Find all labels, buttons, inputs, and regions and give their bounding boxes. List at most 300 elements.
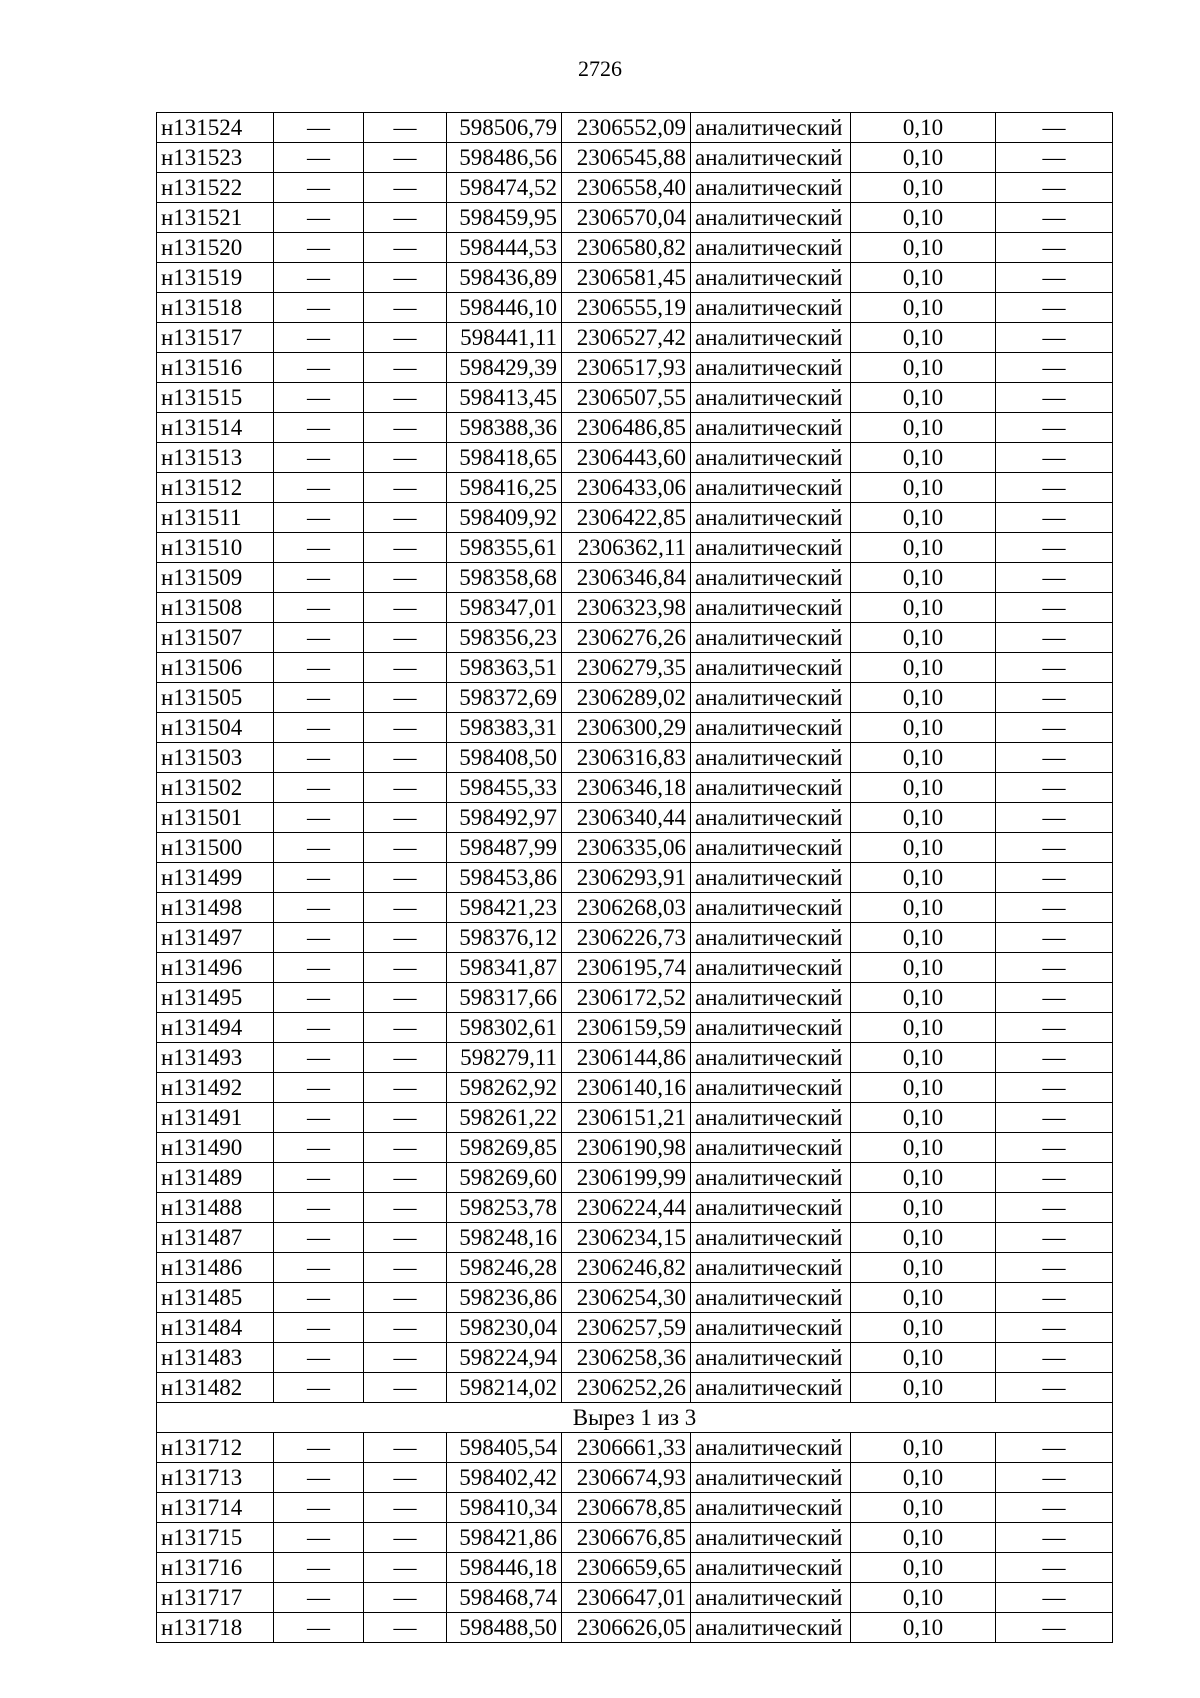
accuracy-cell: 0,10 (851, 1223, 996, 1253)
point-name-cell: н131492 (157, 1073, 274, 1103)
old-x-cell: — (274, 683, 364, 713)
method-cell: аналитический (691, 473, 851, 503)
method-cell: аналитический (691, 803, 851, 833)
method-cell: аналитический (691, 773, 851, 803)
method-cell: аналитический (691, 293, 851, 323)
point-name-cell: н131507 (157, 623, 274, 653)
old-x-cell: — (274, 443, 364, 473)
method-cell: аналитический (691, 1163, 851, 1193)
point-name-cell: н131485 (157, 1283, 274, 1313)
y-coordinate-cell: 2306661,33 (562, 1433, 691, 1463)
accuracy-cell: 0,10 (851, 1583, 996, 1613)
point-name-cell: н131715 (157, 1523, 274, 1553)
method-cell: аналитический (691, 1523, 851, 1553)
description-cell: — (996, 1193, 1113, 1223)
old-x-cell: — (274, 923, 364, 953)
method-cell: аналитический (691, 1583, 851, 1613)
method-cell: аналитический (691, 923, 851, 953)
accuracy-cell: 0,10 (851, 953, 996, 983)
old-y-cell: — (364, 623, 447, 653)
accuracy-cell: 0,10 (851, 1313, 996, 1343)
method-cell: аналитический (691, 983, 851, 1013)
method-cell: аналитический (691, 1463, 851, 1493)
y-coordinate-cell: 2306362,11 (562, 533, 691, 563)
x-coordinate-cell: 598372,69 (447, 683, 562, 713)
old-y-cell: — (364, 353, 447, 383)
x-coordinate-cell: 598474,52 (447, 173, 562, 203)
x-coordinate-cell: 598405,54 (447, 1433, 562, 1463)
x-coordinate-cell: 598487,99 (447, 833, 562, 863)
y-coordinate-cell: 2306517,93 (562, 353, 691, 383)
table-row (157, 803, 1113, 833)
y-coordinate-cell: 2306346,84 (562, 563, 691, 593)
point-name-cell: н131497 (157, 923, 274, 953)
y-coordinate-cell: 2306676,85 (562, 1523, 691, 1553)
y-coordinate-cell: 2306254,30 (562, 1283, 691, 1313)
y-coordinate-cell: 2306659,65 (562, 1553, 691, 1583)
x-coordinate-cell: 598253,78 (447, 1193, 562, 1223)
description-cell: — (996, 743, 1113, 773)
accuracy-cell: 0,10 (851, 743, 996, 773)
table-row (157, 173, 1113, 203)
accuracy-cell: 0,10 (851, 173, 996, 203)
old-y-cell: — (364, 443, 447, 473)
point-name-cell: н131517 (157, 323, 274, 353)
method-cell: аналитический (691, 1073, 851, 1103)
method-cell: аналитический (691, 443, 851, 473)
description-cell: — (996, 1373, 1113, 1403)
table-row (157, 413, 1113, 443)
y-coordinate-cell: 2306626,05 (562, 1613, 691, 1643)
y-coordinate-cell: 2306159,59 (562, 1013, 691, 1043)
y-coordinate-cell: 2306647,01 (562, 1583, 691, 1613)
description-cell: — (996, 113, 1113, 143)
accuracy-cell: 0,10 (851, 1553, 996, 1583)
description-cell: — (996, 1493, 1113, 1523)
y-coordinate-cell: 2306323,98 (562, 593, 691, 623)
accuracy-cell: 0,10 (851, 533, 996, 563)
table-row (157, 563, 1113, 593)
section-row (157, 1403, 1113, 1433)
table-row (157, 113, 1113, 143)
accuracy-cell: 0,10 (851, 473, 996, 503)
x-coordinate-cell: 598455,33 (447, 773, 562, 803)
old-y-cell: — (364, 1313, 447, 1343)
old-y-cell: — (364, 743, 447, 773)
point-name-cell: н131495 (157, 983, 274, 1013)
old-y-cell: — (364, 173, 447, 203)
x-coordinate-cell: 598317,66 (447, 983, 562, 1013)
description-cell: — (996, 143, 1113, 173)
description-cell: — (996, 473, 1113, 503)
y-coordinate-cell: 2306199,99 (562, 1163, 691, 1193)
old-x-cell: — (274, 743, 364, 773)
old-y-cell: — (364, 413, 447, 443)
method-cell: аналитический (691, 563, 851, 593)
x-coordinate-cell: 598410,34 (447, 1493, 562, 1523)
old-y-cell: — (364, 1583, 447, 1613)
table-row (157, 653, 1113, 683)
old-y-cell: — (364, 1433, 447, 1463)
description-cell: — (996, 1163, 1113, 1193)
old-x-cell: — (274, 833, 364, 863)
old-y-cell: — (364, 203, 447, 233)
point-name-cell: н131519 (157, 263, 274, 293)
table-row (157, 1103, 1113, 1133)
x-coordinate-cell: 598383,31 (447, 713, 562, 743)
method-cell: аналитический (691, 383, 851, 413)
method-cell: аналитический (691, 113, 851, 143)
y-coordinate-cell: 2306190,98 (562, 1133, 691, 1163)
table-row (157, 1313, 1113, 1343)
old-x-cell: — (274, 1553, 364, 1583)
accuracy-cell: 0,10 (851, 233, 996, 263)
x-coordinate-cell: 598356,23 (447, 623, 562, 653)
accuracy-cell: 0,10 (851, 293, 996, 323)
old-y-cell: — (364, 1493, 447, 1523)
x-coordinate-cell: 598248,16 (447, 1223, 562, 1253)
y-coordinate-cell: 2306678,85 (562, 1493, 691, 1523)
old-y-cell: — (364, 773, 447, 803)
old-x-cell: — (274, 1073, 364, 1103)
description-cell: — (996, 983, 1113, 1013)
table-row (157, 1193, 1113, 1223)
x-coordinate-cell: 598408,50 (447, 743, 562, 773)
old-x-cell: — (274, 503, 364, 533)
old-y-cell: — (364, 953, 447, 983)
description-cell: — (996, 563, 1113, 593)
old-y-cell: — (364, 503, 447, 533)
old-y-cell: — (364, 683, 447, 713)
table-row (157, 323, 1113, 353)
old-y-cell: — (364, 923, 447, 953)
description-cell: — (996, 413, 1113, 443)
old-x-cell: — (274, 233, 364, 263)
description-cell: — (996, 653, 1113, 683)
accuracy-cell: 0,10 (851, 833, 996, 863)
table-row (157, 1433, 1113, 1463)
method-cell: аналитический (691, 503, 851, 533)
table-row (157, 533, 1113, 563)
accuracy-cell: 0,10 (851, 863, 996, 893)
accuracy-cell: 0,10 (851, 803, 996, 833)
old-y-cell: — (364, 1223, 447, 1253)
x-coordinate-cell: 598492,97 (447, 803, 562, 833)
accuracy-cell: 0,10 (851, 1163, 996, 1193)
accuracy-cell: 0,10 (851, 653, 996, 683)
accuracy-cell: 0,10 (851, 683, 996, 713)
point-name-cell: н131501 (157, 803, 274, 833)
old-x-cell: — (274, 1373, 364, 1403)
accuracy-cell: 0,10 (851, 383, 996, 413)
description-cell: — (996, 443, 1113, 473)
x-coordinate-cell: 598441,11 (447, 323, 562, 353)
y-coordinate-cell: 2306486,85 (562, 413, 691, 443)
description-cell: — (996, 353, 1113, 383)
table-row (157, 203, 1113, 233)
description-cell: — (996, 623, 1113, 653)
old-x-cell: — (274, 653, 364, 683)
old-x-cell: — (274, 773, 364, 803)
description-cell: — (996, 1073, 1113, 1103)
x-coordinate-cell: 598376,12 (447, 923, 562, 953)
point-name-cell: н131508 (157, 593, 274, 623)
x-coordinate-cell: 598486,56 (447, 143, 562, 173)
table-row (157, 1523, 1113, 1553)
old-x-cell: — (274, 1313, 364, 1343)
y-coordinate-cell: 2306340,44 (562, 803, 691, 833)
method-cell: аналитический (691, 233, 851, 263)
point-name-cell: н131514 (157, 413, 274, 443)
point-name-cell: н131491 (157, 1103, 274, 1133)
accuracy-cell: 0,10 (851, 593, 996, 623)
point-name-cell: н131716 (157, 1553, 274, 1583)
y-coordinate-cell: 2306144,86 (562, 1043, 691, 1073)
x-coordinate-cell: 598459,95 (447, 203, 562, 233)
x-coordinate-cell: 598453,86 (447, 863, 562, 893)
y-coordinate-cell: 2306279,35 (562, 653, 691, 683)
old-y-cell: — (364, 1253, 447, 1283)
accuracy-cell: 0,10 (851, 413, 996, 443)
x-coordinate-cell: 598421,23 (447, 893, 562, 923)
point-name-cell: н131496 (157, 953, 274, 983)
old-x-cell: — (274, 1283, 364, 1313)
table-row (157, 1583, 1113, 1613)
x-coordinate-cell: 598421,86 (447, 1523, 562, 1553)
point-name-cell: н131503 (157, 743, 274, 773)
x-coordinate-cell: 598214,02 (447, 1373, 562, 1403)
table-row (157, 383, 1113, 413)
table-row (157, 773, 1113, 803)
old-x-cell: — (274, 1223, 364, 1253)
point-name-cell: н131487 (157, 1223, 274, 1253)
table-row (157, 893, 1113, 923)
accuracy-cell: 0,10 (851, 1463, 996, 1493)
old-y-cell: — (364, 1343, 447, 1373)
x-coordinate-cell: 598363,51 (447, 653, 562, 683)
description-cell: — (996, 1133, 1113, 1163)
description-cell: — (996, 1433, 1113, 1463)
point-name-cell: н131510 (157, 533, 274, 563)
method-cell: аналитический (691, 203, 851, 233)
description-cell: — (996, 713, 1113, 743)
description-cell: — (996, 593, 1113, 623)
method-cell: аналитический (691, 1313, 851, 1343)
y-coordinate-cell: 2306527,42 (562, 323, 691, 353)
method-cell: аналитический (691, 1133, 851, 1163)
old-y-cell: — (364, 1043, 447, 1073)
description-cell: — (996, 863, 1113, 893)
point-name-cell: н131483 (157, 1343, 274, 1373)
old-y-cell: — (364, 383, 447, 413)
description-cell: — (996, 533, 1113, 563)
table-row (157, 713, 1113, 743)
old-y-cell: — (364, 1163, 447, 1193)
old-y-cell: — (364, 293, 447, 323)
old-x-cell: — (274, 893, 364, 923)
x-coordinate-cell: 598269,85 (447, 1133, 562, 1163)
table-row (157, 863, 1113, 893)
table-row (157, 263, 1113, 293)
description-cell: — (996, 1613, 1113, 1643)
x-coordinate-cell: 598341,87 (447, 953, 562, 983)
old-x-cell: — (274, 263, 364, 293)
description-cell: — (996, 173, 1113, 203)
y-coordinate-cell: 2306558,40 (562, 173, 691, 203)
method-cell: аналитический (691, 353, 851, 383)
accuracy-cell: 0,10 (851, 1343, 996, 1373)
point-name-cell: н131515 (157, 383, 274, 413)
method-cell: аналитический (691, 323, 851, 353)
old-y-cell: — (364, 1073, 447, 1103)
accuracy-cell: 0,10 (851, 1523, 996, 1553)
old-x-cell: — (274, 533, 364, 563)
method-cell: аналитический (691, 1223, 851, 1253)
accuracy-cell: 0,10 (851, 143, 996, 173)
table-row (157, 983, 1113, 1013)
table-row (157, 473, 1113, 503)
point-name-cell: н131502 (157, 773, 274, 803)
old-x-cell: — (274, 713, 364, 743)
x-coordinate-cell: 598446,10 (447, 293, 562, 323)
point-name-cell: н131482 (157, 1373, 274, 1403)
old-y-cell: — (364, 1373, 447, 1403)
point-name-cell: н131512 (157, 473, 274, 503)
old-x-cell: — (274, 1523, 364, 1553)
x-coordinate-cell: 598418,65 (447, 443, 562, 473)
x-coordinate-cell: 598269,60 (447, 1163, 562, 1193)
method-cell: аналитический (691, 1013, 851, 1043)
point-name-cell: н131713 (157, 1463, 274, 1493)
old-y-cell: — (364, 143, 447, 173)
old-y-cell: — (364, 533, 447, 563)
old-x-cell: — (274, 1433, 364, 1463)
table-row (157, 833, 1113, 863)
x-coordinate-cell: 598436,89 (447, 263, 562, 293)
point-name-cell: н131498 (157, 893, 274, 923)
old-y-cell: — (364, 893, 447, 923)
old-x-cell: — (274, 1103, 364, 1133)
method-cell: аналитический (691, 1433, 851, 1463)
table-row (157, 1013, 1113, 1043)
point-name-cell: н131490 (157, 1133, 274, 1163)
accuracy-cell: 0,10 (851, 563, 996, 593)
point-name-cell: н131523 (157, 143, 274, 173)
method-cell: аналитический (691, 653, 851, 683)
y-coordinate-cell: 2306252,26 (562, 1373, 691, 1403)
y-coordinate-cell: 2306224,44 (562, 1193, 691, 1223)
old-x-cell: — (274, 1613, 364, 1643)
old-x-cell: — (274, 563, 364, 593)
method-cell: аналитический (691, 1553, 851, 1583)
old-y-cell: — (364, 1103, 447, 1133)
description-cell: — (996, 953, 1113, 983)
description-cell: — (996, 923, 1113, 953)
old-x-cell: — (274, 293, 364, 323)
old-y-cell: — (364, 833, 447, 863)
x-coordinate-cell: 598358,68 (447, 563, 562, 593)
point-name-cell: н131506 (157, 653, 274, 683)
x-coordinate-cell: 598413,45 (447, 383, 562, 413)
description-cell: — (996, 833, 1113, 863)
point-name-cell: н131513 (157, 443, 274, 473)
y-coordinate-cell: 2306443,60 (562, 443, 691, 473)
accuracy-cell: 0,10 (851, 1013, 996, 1043)
method-cell: аналитический (691, 1613, 851, 1643)
method-cell: аналитический (691, 1193, 851, 1223)
x-coordinate-cell: 598468,74 (447, 1583, 562, 1613)
table-row (157, 1043, 1113, 1073)
accuracy-cell: 0,10 (851, 1373, 996, 1403)
description-cell: — (996, 1463, 1113, 1493)
old-y-cell: — (364, 263, 447, 293)
old-x-cell: — (274, 983, 364, 1013)
accuracy-cell: 0,10 (851, 203, 996, 233)
description-cell: — (996, 1043, 1113, 1073)
point-name-cell: н131504 (157, 713, 274, 743)
x-coordinate-cell: 598409,92 (447, 503, 562, 533)
accuracy-cell: 0,10 (851, 623, 996, 653)
old-x-cell: — (274, 1343, 364, 1373)
method-cell: аналитический (691, 953, 851, 983)
x-coordinate-cell: 598246,28 (447, 1253, 562, 1283)
table-row (157, 683, 1113, 713)
table-row (157, 1253, 1113, 1283)
y-coordinate-cell: 2306570,04 (562, 203, 691, 233)
accuracy-cell: 0,10 (851, 323, 996, 353)
y-coordinate-cell: 2306674,93 (562, 1463, 691, 1493)
y-coordinate-cell: 2306195,74 (562, 953, 691, 983)
old-x-cell: — (274, 623, 364, 653)
y-coordinate-cell: 2306300,29 (562, 713, 691, 743)
old-x-cell: — (274, 1043, 364, 1073)
accuracy-cell: 0,10 (851, 773, 996, 803)
point-name-cell: н131494 (157, 1013, 274, 1043)
method-cell: аналитический (691, 863, 851, 893)
table-row (157, 1343, 1113, 1373)
x-coordinate-cell: 598279,11 (447, 1043, 562, 1073)
point-name-cell: н131718 (157, 1613, 274, 1643)
accuracy-cell: 0,10 (851, 443, 996, 473)
old-y-cell: — (364, 593, 447, 623)
old-x-cell: — (274, 863, 364, 893)
old-y-cell: — (364, 473, 447, 503)
accuracy-cell: 0,10 (851, 1493, 996, 1523)
method-cell: аналитический (691, 533, 851, 563)
old-x-cell: — (274, 473, 364, 503)
description-cell: — (996, 323, 1113, 353)
point-name-cell: н131511 (157, 503, 274, 533)
point-name-cell: н131488 (157, 1193, 274, 1223)
y-coordinate-cell: 2306293,91 (562, 863, 691, 893)
description-cell: — (996, 1553, 1113, 1583)
old-y-cell: — (364, 563, 447, 593)
description-cell: — (996, 1313, 1113, 1343)
old-y-cell: — (364, 113, 447, 143)
x-coordinate-cell: 598488,50 (447, 1613, 562, 1643)
y-coordinate-cell: 2306246,82 (562, 1253, 691, 1283)
accuracy-cell: 0,10 (851, 713, 996, 743)
y-coordinate-cell: 2306316,83 (562, 743, 691, 773)
table-row (157, 1613, 1113, 1643)
old-x-cell: — (274, 143, 364, 173)
old-y-cell: — (364, 1133, 447, 1163)
y-coordinate-cell: 2306346,18 (562, 773, 691, 803)
old-y-cell: — (364, 863, 447, 893)
x-coordinate-cell: 598444,53 (447, 233, 562, 263)
y-coordinate-cell: 2306234,15 (562, 1223, 691, 1253)
accuracy-cell: 0,10 (851, 1133, 996, 1163)
